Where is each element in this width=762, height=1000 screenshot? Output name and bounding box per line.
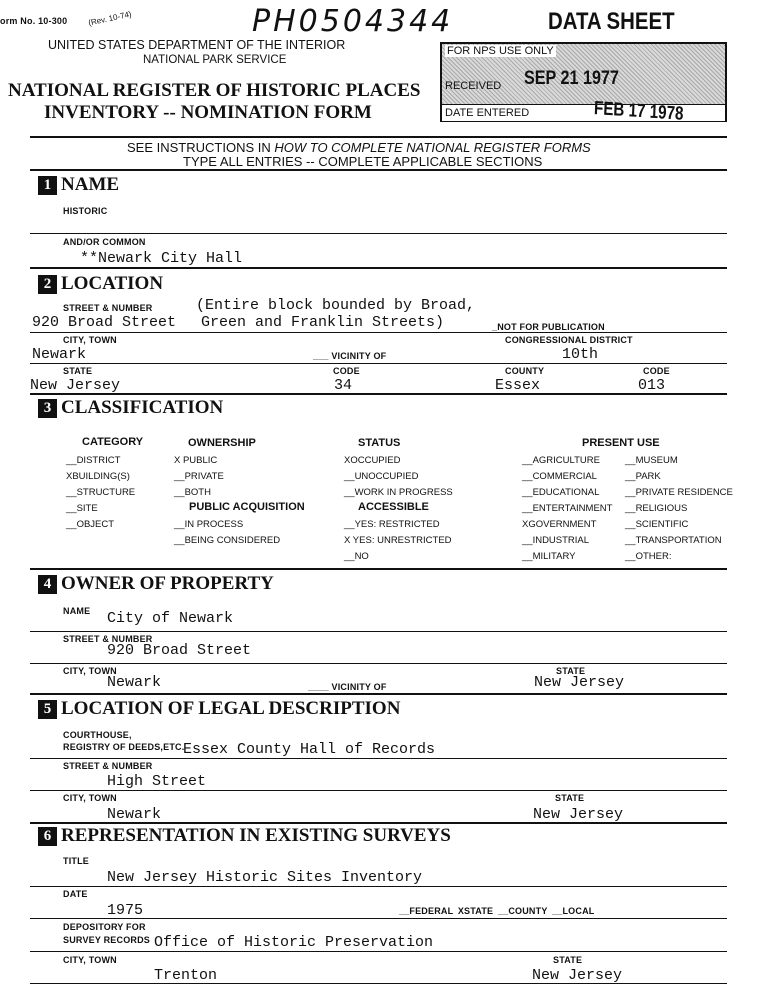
section-5-bottom xyxy=(30,822,727,824)
section-3-bottom xyxy=(30,568,727,570)
section-4-title: OWNER OF PROPERTY xyxy=(61,573,274,594)
state-value: New Jersey xyxy=(30,377,121,394)
owner-name-line xyxy=(30,631,727,632)
use-religious: __RELIGIOUS xyxy=(625,503,688,514)
category-object: __OBJECT xyxy=(66,519,115,530)
registry-value: Essex County Hall of Records xyxy=(183,741,436,758)
use-commercial: __COMMERCIAL xyxy=(522,471,597,482)
owner-street-label: STREET & NUMBER xyxy=(63,634,153,644)
congressional-district-label: CONGRESSIONAL DISTRICT xyxy=(505,335,633,345)
status-unoccupied: __UNOCCUPIED xyxy=(344,471,419,482)
use-government: XGOVERNMENT xyxy=(522,519,597,530)
owner-vicinity: ____ VICINITY OF xyxy=(308,682,387,692)
legal-street-line xyxy=(30,790,727,791)
vicinity-label: ___ VICINITY OF xyxy=(313,351,387,361)
county-label: COUNTY xyxy=(505,366,545,376)
owner-street-line xyxy=(30,663,727,664)
state-label: STATE xyxy=(63,366,93,376)
use-industrial: __INDUSTRIAL xyxy=(522,535,590,546)
street-line xyxy=(30,332,727,333)
category-building: XBUILDING(S) xyxy=(66,471,130,482)
depository-line xyxy=(30,951,727,952)
legal-state-label: STATE xyxy=(555,793,585,803)
county-code-value: 013 xyxy=(638,377,666,394)
city-town-label: CITY, TOWN xyxy=(63,335,117,345)
received-stamp-date: SEP 21 1977 xyxy=(524,68,619,89)
department-name: UNITED STATES DEPARTMENT OF THE INTERIOR xyxy=(48,38,346,52)
section-5-title: LOCATION OF LEGAL DESCRIPTION xyxy=(61,698,401,719)
survey-date-line xyxy=(30,918,727,919)
category-structure: __STRUCTURE xyxy=(66,487,136,498)
ownership-private: __PRIVATE xyxy=(174,471,224,482)
section-6-number: 6 xyxy=(38,827,57,846)
historic-line xyxy=(30,233,727,234)
state-code-label: CODE xyxy=(333,366,360,376)
registry-line xyxy=(30,758,727,759)
use-park: __PARK xyxy=(625,471,661,482)
owner-city-value: Newark xyxy=(107,674,162,691)
registry-label: REGISTRY OF DEEDS,ETC. xyxy=(63,742,185,752)
category-district: __DISTRICT xyxy=(66,455,121,466)
use-agriculture: __AGRICULTURE xyxy=(522,455,600,466)
use-entertainment: __ENTERTAINMENT xyxy=(522,503,613,514)
owner-name-label: NAME xyxy=(63,606,91,616)
district-value: 10th xyxy=(562,346,599,363)
use-scientific: __SCIENTIFIC xyxy=(625,519,689,530)
survey-city-line xyxy=(30,983,727,984)
legal-state-value: New Jersey xyxy=(533,806,624,823)
section-4-number: 4 xyxy=(38,575,57,594)
courthouse-label: COURTHOUSE, xyxy=(63,730,132,740)
common-label: AND/OR COMMON xyxy=(63,237,146,247)
revision-note: (Rev. 10-74) xyxy=(87,9,133,28)
legal-city-value: Newark xyxy=(107,806,162,823)
use-military: __MILITARY xyxy=(522,551,576,562)
entered-stamp-date: FEB 17 1978 xyxy=(593,98,684,125)
county-code-label: CODE xyxy=(643,366,670,376)
legal-city-label: CITY, TOWN xyxy=(63,793,117,803)
county-value: Essex xyxy=(495,377,541,394)
status-heading: STATUS xyxy=(358,437,401,449)
street-note-2: Green and Franklin Streets) xyxy=(201,314,445,331)
header-divider xyxy=(30,136,727,138)
instructions-line1 xyxy=(127,140,591,155)
nps-box-heading: FOR NPS USE ONLY xyxy=(447,45,554,57)
street-number-label: STREET & NUMBER xyxy=(63,303,153,313)
city-value: Newark xyxy=(32,346,87,363)
city-line xyxy=(30,363,727,364)
use-transportation: __TRANSPORTATION xyxy=(625,535,722,546)
legal-street-label: STREET & NUMBER xyxy=(63,761,153,771)
survey-state-label: STATE xyxy=(553,955,583,965)
form-title-line1: NATIONAL REGISTER OF HISTORIC PLACES xyxy=(8,80,421,101)
street-value: 920 Broad Street xyxy=(32,314,177,331)
reference-number: PH0504344 xyxy=(252,4,454,39)
instructions-line2: TYPE ALL ENTRIES -- COMPLETE APPLICABLE SECTIONS xyxy=(183,154,543,169)
legal-street-value: High Street xyxy=(107,773,207,790)
category-heading: CATEGORY xyxy=(82,436,144,448)
depository-label-2: SURVEY RECORDS xyxy=(63,935,150,945)
acquisition-being-considered: __BEING CONSIDERED xyxy=(174,535,281,546)
ownership-both: __BOTH xyxy=(174,487,211,498)
public-acquisition-heading: PUBLIC ACQUISITION xyxy=(189,501,305,513)
survey-city-label: CITY, TOWN xyxy=(63,955,117,965)
accessible-no: __NO xyxy=(344,551,369,562)
section-1-title: NAME xyxy=(61,174,120,195)
nps-use-box xyxy=(440,42,727,125)
status-occupied: XOCCUPIED xyxy=(344,455,401,466)
survey-title-line xyxy=(30,886,727,887)
section-2-number: 2 xyxy=(38,275,57,294)
status-work-in-progress: __WORK IN PROGRESS xyxy=(344,487,453,498)
received-label: RECEIVED xyxy=(445,80,502,92)
owner-name-value: City of Newark xyxy=(107,610,234,627)
owner-state-label: STATE xyxy=(556,666,586,676)
survey-city-value: Trenton xyxy=(154,967,218,984)
section-3-number: 3 xyxy=(38,399,57,418)
instructions-italic: HOW TO COMPLETE NATIONAL REGISTER FORMS xyxy=(274,140,591,155)
instructions-divider xyxy=(30,169,727,171)
survey-date-label: DATE xyxy=(63,889,88,899)
owner-vicinity-text: VICINITY OF xyxy=(331,682,387,692)
section-1-number: 1 xyxy=(38,176,57,195)
category-site: __SITE xyxy=(66,503,98,514)
owner-city-label: CITY, TOWN xyxy=(63,666,117,676)
survey-date-value: 1975 xyxy=(107,902,144,919)
acquisition-in-process: __IN PROCESS xyxy=(174,519,244,530)
ownership-heading: OWNERSHIP xyxy=(188,437,256,449)
section-2-title: LOCATION xyxy=(61,273,164,294)
section-2-bottom xyxy=(30,393,727,395)
form-number: orm No. 10-300 xyxy=(0,16,68,26)
state-code-value: 34 xyxy=(334,377,353,394)
owner-state-value: New Jersey xyxy=(534,674,625,691)
date-entered-label: DATE ENTERED xyxy=(445,107,530,119)
accessible-heading: ACCESSIBLE xyxy=(358,501,429,513)
present-use-heading: PRESENT USE xyxy=(582,437,660,449)
survey-levels: __FEDERAL XSTATE __COUNTY __LOCAL xyxy=(399,906,595,916)
ownership-public: X PUBLIC xyxy=(174,455,218,466)
form-title-line2: INVENTORY -- NOMINATION FORM xyxy=(44,102,372,123)
use-museum: __MUSEUM xyxy=(625,455,678,466)
service-name: NATIONAL PARK SERVICE xyxy=(143,54,287,66)
data-sheet-label: DATA SHEET xyxy=(548,8,675,35)
accessible-unrestricted: X YES: UNRESTRICTED xyxy=(344,535,452,546)
survey-title-label: TITLE xyxy=(63,856,89,866)
historic-label: HISTORIC xyxy=(63,206,108,216)
owner-street-value: 920 Broad Street xyxy=(107,642,252,659)
not-for-publication: _NOT FOR PUBLICATION xyxy=(492,322,605,332)
common-name-value: **Newark City Hall xyxy=(80,250,243,267)
use-private-residence: __PRIVATE RESIDENCE xyxy=(625,487,733,498)
survey-state-value: New Jersey xyxy=(532,967,623,984)
use-other: __OTHER: xyxy=(625,551,672,562)
vicinity-text: VICINITY OF xyxy=(331,351,387,361)
section-6-title: REPRESENTATION IN EXISTING SURVEYS xyxy=(61,825,451,846)
section-3-title: CLASSIFICATION xyxy=(61,397,224,418)
section-4-bottom xyxy=(30,693,727,695)
use-educational: __EDUCATIONAL xyxy=(522,487,600,498)
accessible-restricted: __YES: RESTRICTED xyxy=(344,519,440,530)
survey-title-value: New Jersey Historic Sites Inventory xyxy=(107,869,423,886)
depository-label-1: DEPOSITORY FOR xyxy=(63,922,146,932)
depository-value: Office of Historic Preservation xyxy=(154,934,434,951)
section-5-number: 5 xyxy=(38,700,57,719)
section-1-bottom xyxy=(30,267,727,269)
street-note-1: (Entire block bounded by Broad, xyxy=(196,297,476,314)
instructions-prefix: SEE INSTRUCTIONS IN xyxy=(127,140,275,155)
